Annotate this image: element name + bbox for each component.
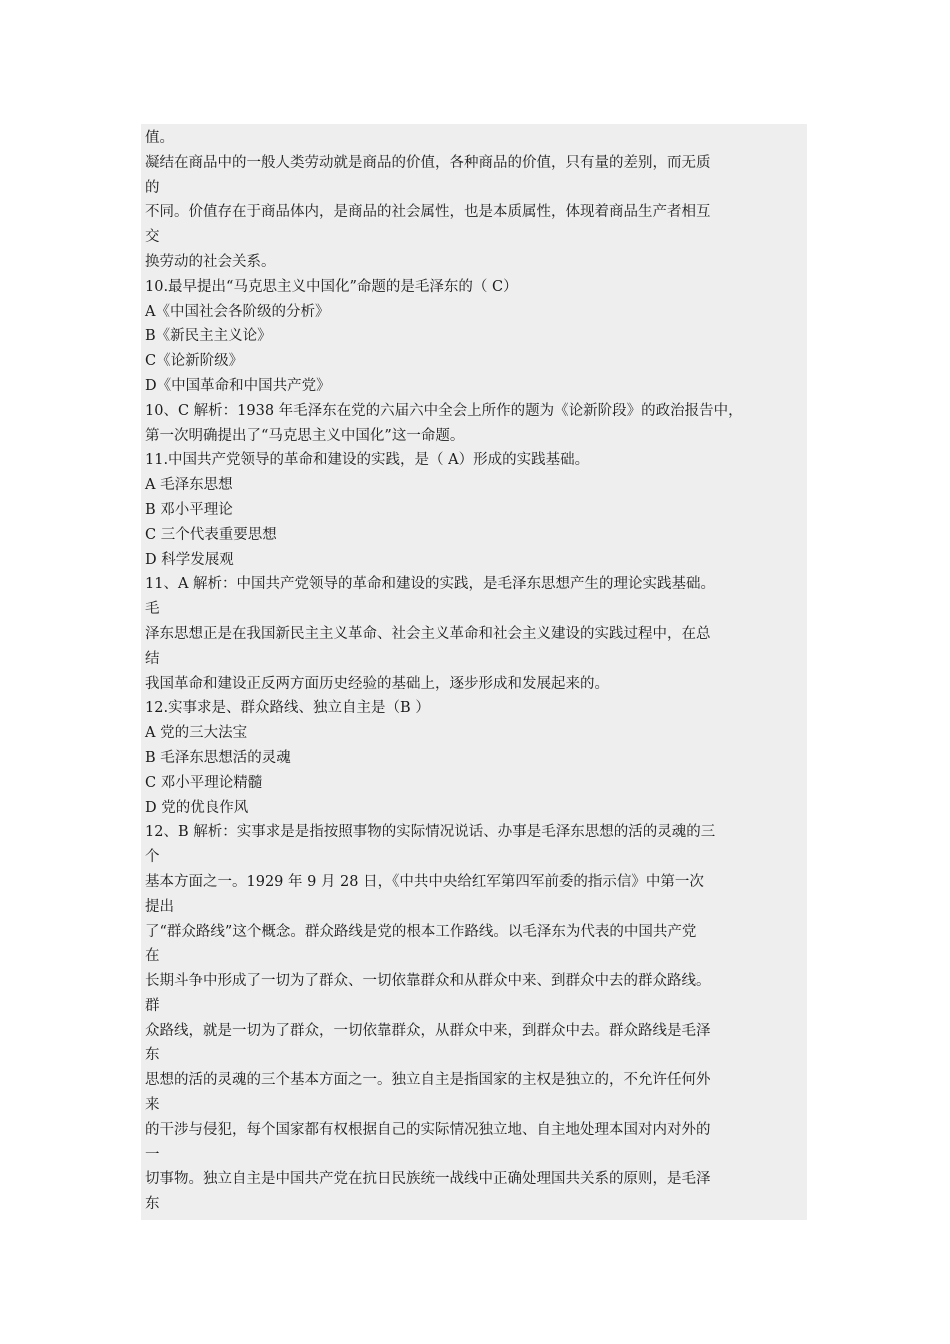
text-line: 提出: [145, 898, 174, 915]
text-line: 不同。价值存在于商品体内，是商品的社会属性，也是本质属性，体现着商品生产者相互: [145, 204, 711, 221]
document-text: [145, 126, 825, 1217]
text-line: 10、C 解析：1938 年毛泽东在党的六届六中全会上所作的题为《论新阶段》的政治报告中，: [145, 402, 743, 419]
text-line: 个: [145, 849, 160, 866]
text-line: B 邓小平理论: [145, 501, 233, 518]
text-line: 12、B 解析：实事求是是指按照事物的实际情况说话、办事是毛泽东思想的活的灵魂的三: [145, 824, 716, 841]
text-line: 了“群众路线”这个概念。群众路线是党的根本工作路线。以毛泽东为代表的中国共产党: [145, 923, 697, 940]
text-line: 众路线，就是一切为了群众，一切依靠群众，从群众中来，到群众中去。群众路线是毛泽: [145, 1022, 711, 1039]
text-line: 来: [145, 1097, 160, 1114]
text-line: D 科学发展观: [145, 551, 234, 568]
text-line: 的: [145, 179, 160, 196]
text-line: 一: [145, 1146, 160, 1163]
text-line: 长期斗争中形成了一切为了群众、一切依靠群众和从群众中来、到群众中去的群众路线。: [145, 973, 711, 990]
text-line: 换劳动的社会关系。: [145, 253, 276, 270]
text-line: 我国革命和建设正反两方面历史经验的基础上，逐步形成和发展起来的。: [145, 675, 609, 692]
text-line: 基本方面之一。1929 年 9 月 28 日，《中共中央给红军第四军前委的指示信》中第一次: [145, 873, 704, 890]
text-line: A《中国社会各阶级的分析》: [145, 303, 330, 320]
text-line: A 党的三大法宝: [145, 725, 248, 742]
text-line: 东: [145, 1196, 160, 1213]
text-line: 群: [145, 997, 160, 1014]
text-line: 11.中国共产党领导的革命和建设的实践，是（ A）形成的实践基础。: [145, 452, 590, 469]
text-line: 在: [145, 948, 160, 965]
text-line: 毛: [145, 601, 160, 618]
text-line: D 党的优良作风: [145, 799, 249, 816]
text-line: B《新民主主义论》: [145, 328, 272, 345]
text-line: 第一次明确提出了“马克思主义中国化”这一命题。: [145, 427, 465, 444]
text-line: 思想的活的灵魂的三个基本方面之一。独立自主是指国家的主权是独立的，不允许任何外: [145, 1072, 711, 1089]
text-line: C 邓小平理论精髓: [145, 774, 263, 791]
text-line: 交: [145, 229, 160, 246]
text-line: C《论新阶级》: [145, 353, 244, 370]
text-line: 凝结在商品中的一般人类劳动就是商品的价值，各种商品的价值，只有量的差别，而无质: [145, 154, 711, 171]
text-line: 12.实事求是、群众路线、独立自主是（B ）: [145, 700, 430, 717]
text-line: 泽东思想正是在我国新民主主义革命、社会主义革命和社会主义建设的实践过程中，在总: [145, 625, 711, 642]
text-line: 值。: [145, 130, 174, 146]
text-line: 结: [145, 650, 160, 667]
text-line: A 毛泽东思想: [145, 477, 233, 494]
text-line: 10.最早提出“马克思主义中国化”命题的是毛泽东的（ C）: [145, 278, 518, 295]
text-line: 的干涉与侵犯，每个国家都有权根据自己的实际情况独立地、自主地处理本国对内对外的: [145, 1121, 711, 1138]
text-line: C 三个代表重要思想: [145, 526, 277, 543]
text-line: 东: [145, 1047, 160, 1064]
text-line: D《中国革命和中国共产党》: [145, 377, 331, 394]
text-line: 切事物。独立自主是中国共产党在抗日民族统一战线中正确处理国共关系的原则，是毛泽: [145, 1171, 711, 1188]
text-line: 11、A 解析：中国共产党领导的革命和建设的实践，是毛泽东思想产生的理论实践基础。: [145, 576, 716, 593]
text-line: B 毛泽东思想活的灵魂: [145, 749, 291, 766]
